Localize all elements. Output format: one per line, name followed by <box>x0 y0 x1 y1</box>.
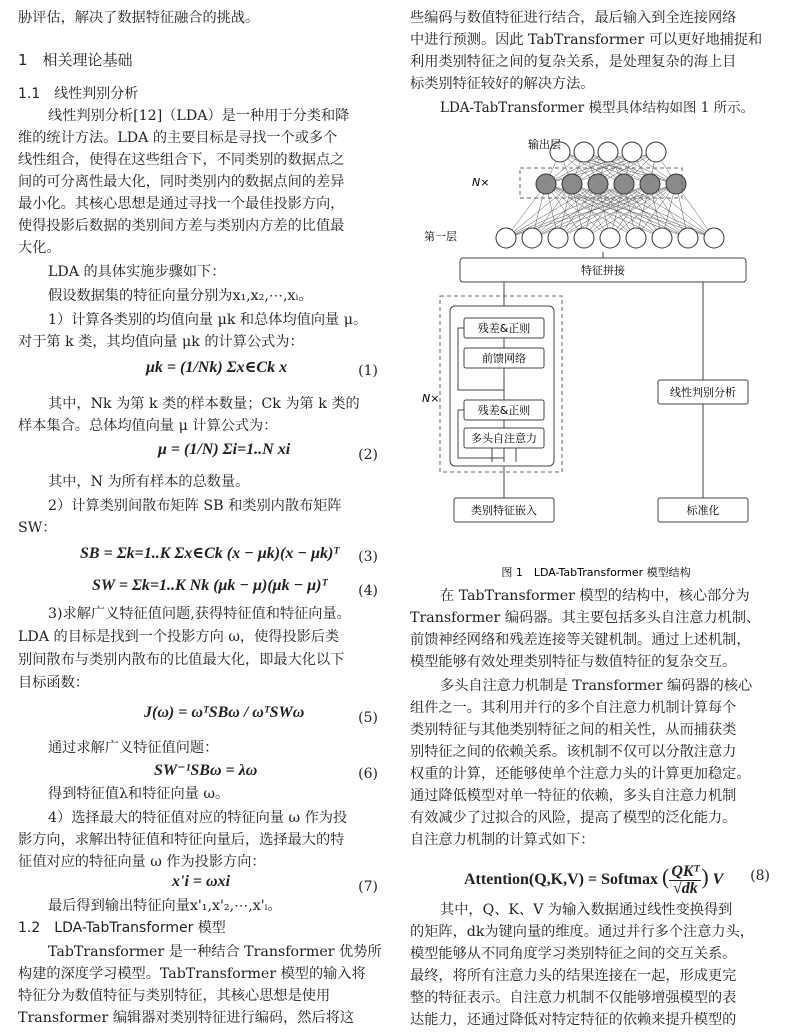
category-embedding-label: 类别特征嵌入 <box>471 504 537 517</box>
text-line: 多头自注意力机制是 Transformer 编码器的核心 <box>440 678 753 694</box>
input-node <box>548 228 568 248</box>
equation-right: V <box>712 871 724 889</box>
text-line: 维的统计方法。LDA 的主要目标是寻找一个或多个 <box>18 130 338 146</box>
subsection-heading: 1.2 LDA-TabTransformer 模型 <box>18 920 226 936</box>
equation-3 <box>18 543 390 573</box>
equation-5 <box>18 704 390 734</box>
equation-body: μ = (1/N) Σi=1..N xi <box>158 441 291 458</box>
fraction-denominator: √dk <box>672 880 698 897</box>
text-line: 1）计算各类别的均值向量 μk 和总体均值向量 μ。 <box>48 312 368 328</box>
text-line: 模型能够有效处理类别特征与数值特征的复杂交互。 <box>410 654 737 670</box>
text-line: 3)求解广义特征值问题,获得特征值和特征向量。 <box>48 606 351 622</box>
text-line: 使得投影后数据的类别间方差与类别内方差的比值最 <box>18 218 345 234</box>
text-line: 整的特征表示。自注意力机制不仅能够增强模型的表 <box>410 990 737 1006</box>
residual-norm-top-label: 残差&正则 <box>477 322 531 335</box>
text-line: Transformer 编码器。其主要包括多头自注意力机制、 <box>410 610 761 626</box>
residual-norm-bottom-label: 残差&正则 <box>477 404 531 417</box>
left-paren: ( <box>661 864 670 890</box>
input-node <box>600 228 620 248</box>
text-line: 大化。 <box>18 240 61 256</box>
text-line: 最小化。其核心思想是通过寻找一个最佳投影方向， <box>18 196 345 212</box>
text-line: 中进行预测。因此 TabTransformer 可以更好地捕捉和 <box>410 32 763 48</box>
equation-2 <box>18 441 390 471</box>
text-line: LDA 的具体实施步骤如下： <box>48 264 226 280</box>
equation-fraction <box>669 864 701 897</box>
equation-body <box>464 864 723 897</box>
fraction-numerator: QKᵀ <box>671 863 700 880</box>
text-line: SW： <box>18 520 57 536</box>
text-line: LDA-TabTransformer 模型具体结构如图 1 所示。 <box>440 100 755 116</box>
input-node <box>626 228 646 248</box>
equation-left: Attention(Q,K,V) = Softmax <box>464 871 658 889</box>
first-layer-label: 第一层 <box>424 230 457 243</box>
equation-number: (8) <box>750 868 770 884</box>
input-node <box>574 228 594 248</box>
text-line: TabTransformer 是一种结合 Transformer 优势所 <box>48 944 382 960</box>
output-node <box>598 142 618 162</box>
hidden-node <box>588 174 608 194</box>
n-times-top-label: N× <box>472 176 490 189</box>
figure-caption: 图 1 LDA-TabTransformer 模型结构 <box>501 566 691 579</box>
input-node <box>522 228 542 248</box>
output-node <box>622 142 642 162</box>
equation-4 <box>18 577 390 607</box>
text-line: 通过求解广义特征值问题： <box>48 740 219 756</box>
equation-number: (5) <box>358 710 378 726</box>
equation-number: (2) <box>358 447 378 463</box>
text-line: 胁评估，解决了数据特征融合的挑战。 <box>18 10 260 26</box>
equation-body: J(ω) = ωᵀSBω / ωᵀSWω <box>144 704 305 721</box>
text-line: 的矩阵，dk为键向量的维度。通过并行多个注意力头， <box>410 924 754 940</box>
text-line: 有效减少了过拟合的风险，提高了模型的泛化能力。 <box>410 810 737 826</box>
text-line: 些编码与数值特征进行结合，最后输入到全连接网络 <box>410 10 737 26</box>
section-heading: 1 相关理论基础 <box>18 51 133 69</box>
text-line: 利用类别特征之间的复杂关系，是处理复杂的海上目 <box>410 54 737 70</box>
text-line: 自注意力机制的计算式如下： <box>410 832 595 848</box>
text-line: 别间散布与类别内散布的比值最大化，即最大化以下 <box>18 652 345 668</box>
input-node <box>652 228 672 248</box>
text-line: 征值对应的特征向量 ω 作为投影方向： <box>18 854 266 870</box>
output-layer-label: 输出层 <box>528 138 561 151</box>
text-line: 线性组合，使得在这些组合下，不同类别的数据点之 <box>18 152 345 168</box>
text-line: 对于第 k 类，其均值向量 μk 的计算公式为： <box>18 334 304 350</box>
equation-body: SW = Σk=1..K Nk (μk − μ)(μk − μ)ᵀ <box>92 577 328 594</box>
text-line: 构建的深度学习模型。TabTransformer 模型的输入将 <box>18 966 366 982</box>
hidden-node <box>666 174 686 194</box>
equation-8 <box>410 856 782 896</box>
text-line: 标类别特征较好的解决方法。 <box>410 76 595 92</box>
text-line: LDA 的目标是找到一个投影方向 ω，使得投影后类 <box>18 629 340 645</box>
text-line: 其中，Q、K、V 为输入数据通过线性变换得到 <box>440 902 733 918</box>
hidden-node <box>536 174 556 194</box>
text-line: 通过降低模型对单一特征的依赖，多头自注意力机制 <box>410 788 737 804</box>
equation-number: (3) <box>358 549 378 565</box>
equation-body: SW⁻¹SBω = λω <box>154 762 258 779</box>
text-line: 模型能够从不同角度学习类别特征之间的交互关系。 <box>410 946 737 962</box>
input-node <box>704 228 724 248</box>
n-times-mid-label: N× <box>422 392 440 405</box>
equation-number: (1) <box>358 363 378 379</box>
neural-network-layers <box>496 142 724 248</box>
output-node <box>574 142 594 162</box>
text-line: 最后得到输出特征向量x'₁,x'₂,⋯,x'ᵢ。 <box>48 898 282 914</box>
equation-number: (7) <box>358 879 378 895</box>
equation-body: μk = (1/Nk) Σx∈Ck x <box>146 359 288 376</box>
text-line: 4）选择最大的特征值对应的特征向量 ω 作为投 <box>48 810 348 826</box>
text-line: 间的可分离性最大化，同时类别内的数据点间的差异 <box>18 174 345 190</box>
feature-concat-label: 特征拼接 <box>581 264 625 277</box>
text-line: 权重的计算，还能够使单个注意力头的计算更加稳定。 <box>410 766 751 782</box>
text-line: 前馈神经网络和残差连接等关键机制。通过上述机制， <box>410 632 751 648</box>
hidden-node <box>562 174 582 194</box>
text-line: 类别特征与其他类别特征之间的相关性，从而捕获类 <box>410 722 737 738</box>
model-architecture-diagram <box>410 128 782 588</box>
output-node <box>646 142 666 162</box>
multi-head-attention-label: 多头自注意力 <box>471 432 537 445</box>
standardize-label: 标准化 <box>686 504 720 517</box>
text-line: 假设数据集的特征向量分别为x₁,x₂,⋯,xᵢ。 <box>48 288 313 304</box>
text-line: 达能力，还通过降低对特定特征的依赖来提升模型的 <box>410 1012 737 1028</box>
text-line: 组件之一。其利用并行的多个自注意力机制计算每个 <box>410 700 737 716</box>
text-line: 别特征之间的依赖关系。该机制不仅可以分散注意力 <box>410 744 737 760</box>
equation-1 <box>18 357 390 387</box>
text-line: 线性判别分析[12]（LDA）是一种用于分类和降 <box>48 108 350 124</box>
input-node <box>496 228 516 248</box>
equation-number: (6) <box>358 766 378 782</box>
text-line: 2）计算类别间散布矩阵 SB 和类别内散布矩阵 <box>48 498 342 514</box>
hidden-node <box>614 174 634 194</box>
text-line: 目标函数： <box>18 675 89 691</box>
subsection-heading: 1.1 线性判别分析 <box>18 86 139 102</box>
feed-forward-label: 前馈网络 <box>482 352 526 365</box>
text-line: 在 TabTransformer 模型的结构中，核心部分为 <box>440 588 750 604</box>
equation-number: (4) <box>358 583 378 599</box>
text-line: 得到特征值λ和特征向量 ω。 <box>48 786 230 802</box>
right-paren: ) <box>701 864 709 890</box>
hidden-node <box>640 174 660 194</box>
text-line: 影方向，求解出特征值和特征向量后，选择最大的特 <box>18 832 345 848</box>
text-line: 其中，Nk 为第 k 类的样本数量；Ck 为第 k 类的 <box>48 396 360 412</box>
input-node <box>678 228 698 248</box>
text-line: 特征分为数值特征与类别特征，其核心思想是使用 <box>18 988 331 1004</box>
equation-body: x'i = ωxi <box>172 873 231 890</box>
lda-label: 线性判别分析 <box>670 386 736 399</box>
text-line: 样本集合。总体均值向量 μ 计算公式为： <box>18 418 278 434</box>
text-line: 最终，将所有注意力头的结果连接在一起，形成更完 <box>410 968 737 984</box>
text-line: 其中，N 为所有样本的总数量。 <box>48 474 250 490</box>
text-line: Transformer 编辑器对类别特征进行编码，然后将这 <box>18 1010 355 1026</box>
equation-body: SB = Σk=1..K Σx∈Ck (x − μk)(x − μk)ᵀ <box>80 545 340 562</box>
